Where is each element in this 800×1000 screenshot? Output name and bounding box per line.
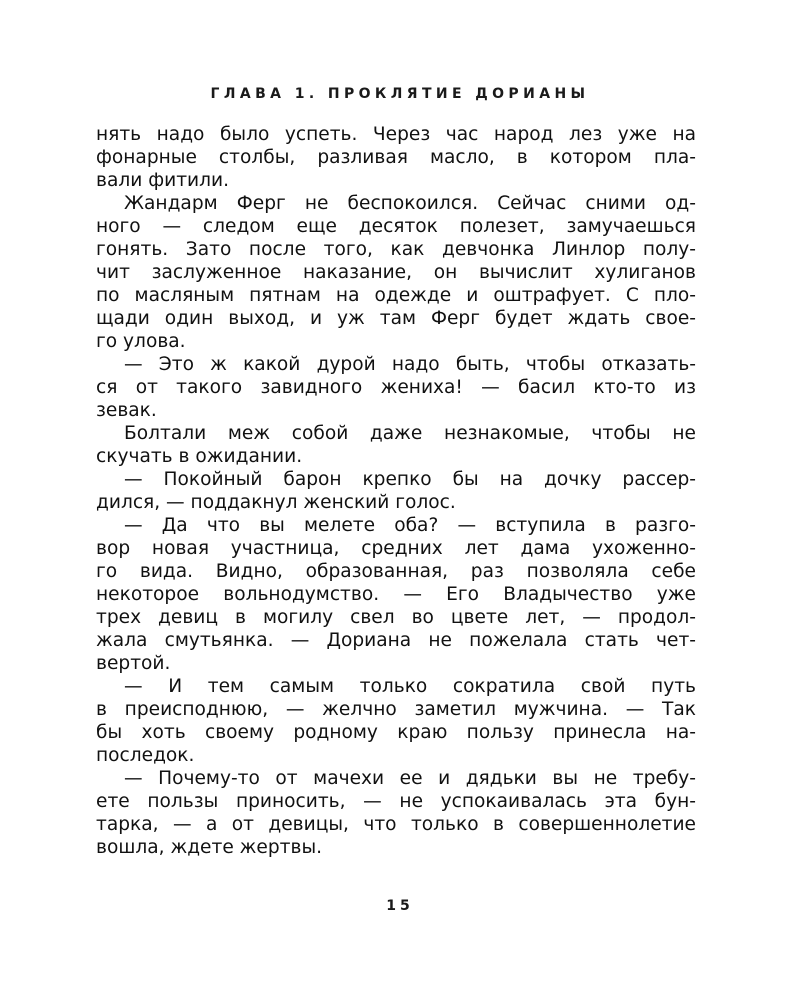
text-line: трех девиц в могилу свел во цвете лет, — продол- — [96, 607, 696, 628]
text-line: ного — следом еще десяток полезет, замучаешься — [96, 216, 696, 237]
text-line: го вида. Видно, образованная, раз позволяла себе — [96, 561, 696, 582]
body-text — [96, 123, 696, 859]
text-line: щади один выход, и уж там Ферг будет ждать свое- — [96, 308, 696, 329]
text-line: ете пользы приносить, — не успокаивалась эта бун- — [96, 791, 696, 812]
text-line: зевак. — [96, 400, 157, 421]
text-line: ся от такого завидного жениха! — басил кто-то из — [96, 377, 696, 398]
text-line: по масляным пятнам на одежде и оштрафует. С пло- — [96, 285, 696, 306]
text-line: Болтали меж собой даже незнакомые, чтобы не — [124, 423, 696, 444]
text-line: фонарные столбы, разливая масло, в котором пла- — [96, 147, 696, 168]
text-line: последок. — [96, 745, 195, 766]
text-line: жала смутьянка. — Дориана не пожелала стать чет- — [96, 630, 696, 651]
text-line: Жандарм Ферг не беспокоился. Сейчас сними од- — [124, 193, 696, 214]
text-line: го улова. — [96, 331, 186, 352]
text-line: дился, — поддакнул женский голос. — [96, 492, 456, 513]
text-line: вошла, ждете жертвы. — [96, 837, 323, 858]
text-line: бы хоть своему родному краю пользу принесла на- — [96, 722, 696, 743]
text-line: вор новая участница, средних лет дама ухоженно- — [96, 538, 696, 559]
page-number: 15 — [386, 898, 414, 914]
text-line: в преисподнюю, — желчно заметил мужчина. — Так — [96, 699, 696, 720]
text-line: — Да что вы мелете оба? — вступила в разго- — [124, 515, 696, 536]
text-line: — И тем самым только сократила свой путь — [124, 676, 696, 697]
text-line: скучать в ожидании. — [96, 446, 303, 467]
text-line: чит заслуженное наказание, он вычислит хулиганов — [96, 262, 696, 283]
text-line: гонять. Зато после того, как девчонка Линлор полу- — [96, 239, 696, 260]
text-line: — Почему-то от мачехи ее и дядьки вы не требу- — [124, 768, 696, 789]
text-line: — Покойный барон крепко бы на дочку рассер- — [124, 469, 696, 490]
text-line: вали фитили. — [96, 170, 230, 191]
text-line: вертой. — [96, 653, 171, 674]
text-line: нять надо было успеть. Через час народ лез уже на — [96, 124, 696, 145]
text-line: тарка, — а от девицы, что только в совершеннолетие — [96, 814, 696, 835]
running-head: ГЛАВА 1. ПРОКЛЯТИЕ ДОРИАНЫ — [210, 86, 590, 102]
text-line: — Это ж какой дурой надо быть, чтобы отказать- — [124, 354, 696, 375]
text-line: некоторое вольнодумство. — Его Владычество уже — [96, 584, 696, 605]
